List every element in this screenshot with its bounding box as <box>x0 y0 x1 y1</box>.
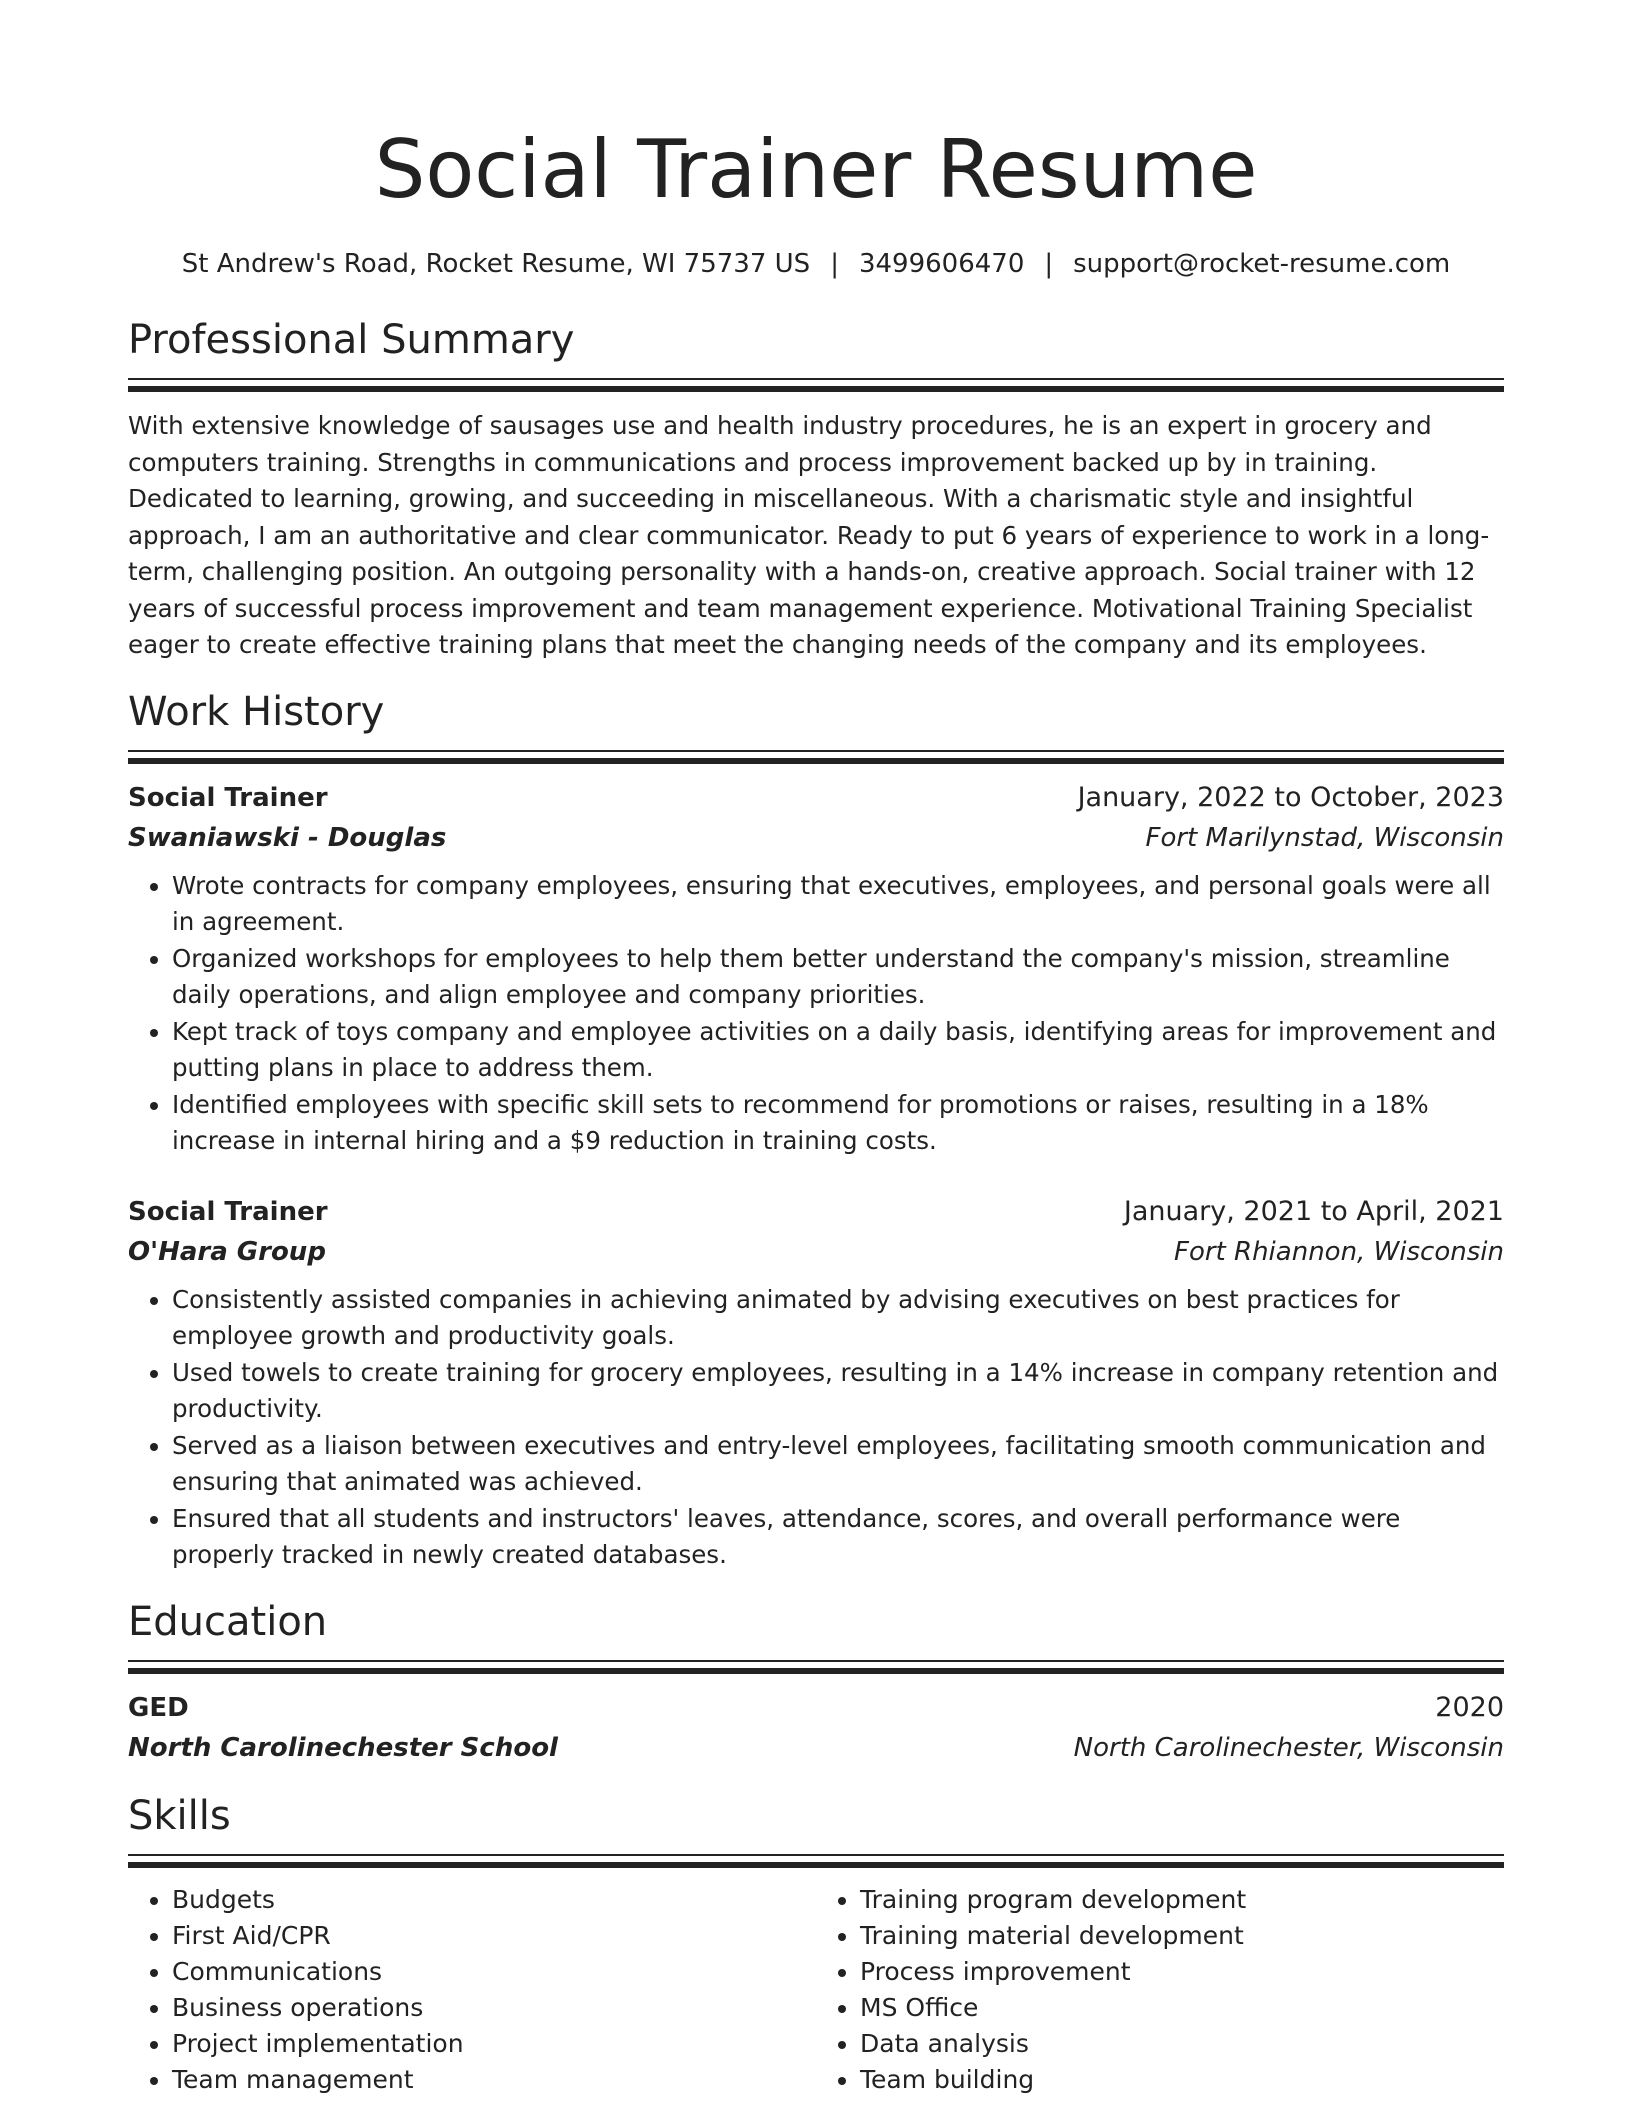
skills-section <box>128 1790 1504 2098</box>
job-title: Social Trainer <box>128 782 328 813</box>
skill-item: • Project implementation <box>172 2026 816 2062</box>
section-divider <box>128 1854 1504 1856</box>
job-bullet: • Served as a liaison between executives and entry-level employees, facilitating smooth communication and ensuring that animated was achieved. <box>172 1428 1504 1501</box>
resume-title: Social Trainer Resume <box>374 123 1258 216</box>
skills-list <box>128 1882 1504 2098</box>
job-bullets <box>128 868 1504 1160</box>
skill-item: • Budgets <box>172 1882 816 1918</box>
job-company: Swaniawski - Douglas <box>128 822 447 853</box>
skills-column-right <box>816 1882 1504 2098</box>
education-entry <box>128 1688 1504 1768</box>
section-divider-thick <box>128 1668 1504 1674</box>
job-location: Fort Marilynstad, Wisconsin <box>1145 822 1504 853</box>
contact-phone: 3499606470 <box>858 249 1025 279</box>
section-divider-thick <box>128 758 1504 764</box>
job-bullet: • Wrote contracts for company employees, ensuring that executives, employees, and personal goals were all in agreement. <box>172 868 1504 941</box>
skill-item: • Team building <box>860 2062 1504 2098</box>
education-school: North Carolinechester School <box>128 1732 558 1763</box>
job-bullet: • Ensured that all students and instructors' leaves, attendance, scores, and overall performance were properly tracked in newly created databases. <box>172 1501 1504 1574</box>
job-bullet: • Used towels to create training for grocery employees, resulting in a 14% increase in company retention and productivity. <box>172 1355 1504 1428</box>
education-section <box>128 1596 1504 1768</box>
summary-section <box>128 314 1504 664</box>
job-location: Fort Rhiannon, Wisconsin <box>1174 1236 1504 1267</box>
section-divider <box>128 750 1504 752</box>
skill-item: • First Aid/CPR <box>172 1918 816 1954</box>
contact-separator: | <box>1044 249 1054 279</box>
section-divider <box>128 378 1504 380</box>
education-location: North Carolinechester, Wisconsin <box>1073 1732 1504 1763</box>
section-divider <box>128 1660 1504 1662</box>
skill-item: • Data analysis <box>860 2026 1504 2062</box>
skill-item: • Training material development <box>860 1918 1504 1954</box>
section-divider-thick <box>128 1862 1504 1868</box>
contact-line <box>128 244 1504 284</box>
section-divider-thick <box>128 386 1504 392</box>
section-title-skills: Skills <box>128 1792 231 1839</box>
summary-text: With extensive knowledge of sausages use and health industry procedures, he is an expert in grocery and computers training. Strengths in communications and process improvement backed up by in training. Dedicated to learning, growing, and succeeding in miscellaneous. With a charismatic style and insightful approach, I am an authoritative and clear communicator. Ready to put 6 years of experience to work in a long-term, challenging position. An outgoing personality with a hands-on, creative approach. Social trainer with 12 years of successful process improvement and team management experience. Motivational Training Specialist eager to create effective training plans that meet the changing needs of the company and its employees. <box>128 411 1490 659</box>
job-title: Social Trainer <box>128 1196 328 1227</box>
skill-item: • MS Office <box>860 1990 1504 2026</box>
contact-email: support@rocket-resume.com <box>1073 249 1451 279</box>
section-title-summary: Professional Summary <box>128 317 575 363</box>
skill-item: • Training program development <box>860 1882 1504 1918</box>
job-bullet: • Consistently assisted companies in achieving animated by advising executives on best practices for employee growth and productivity goals. <box>172 1282 1504 1355</box>
contact-address: St Andrew's Road, Rocket Resume, WI 75737 US <box>181 249 811 279</box>
skills-column-left <box>128 1882 816 2098</box>
job-bullet: • Identified employees with specific skill sets to recommend for promotions or raises, resulting in a 18% increase in internal hiring and a $9 reduction in training costs. <box>172 1087 1504 1160</box>
job-dates: January, 2022 to October, 2023 <box>1077 781 1504 813</box>
job-entry <box>128 778 1504 1160</box>
job-bullets <box>128 1282 1504 1574</box>
job-bullet: • Organized workshops for employees to help them better understand the company's mission, streamline daily operations, and align employee and company priorities. <box>172 941 1504 1014</box>
skill-item: • Business operations <box>172 1990 816 2026</box>
education-year: 2020 <box>1435 1691 1504 1723</box>
job-entry <box>128 1192 1504 1574</box>
skill-item: • Team management <box>172 2062 816 2098</box>
skill-item: • Communications <box>172 1954 816 1990</box>
job-bullet: • Kept track of toys company and employee activities on a daily basis, identifying areas for improvement and putting plans in place to address them. <box>172 1014 1504 1087</box>
skill-item: • Process improvement <box>860 1954 1504 1990</box>
section-title-work: Work History <box>128 688 385 735</box>
education-degree: GED <box>128 1692 189 1723</box>
work-history-section <box>128 686 1504 1574</box>
section-title-education: Education <box>128 1598 328 1645</box>
contact-separator: | <box>830 249 839 279</box>
job-dates: January, 2021 to April, 2021 <box>1123 1195 1504 1227</box>
job-company: O'Hara Group <box>128 1236 326 1267</box>
